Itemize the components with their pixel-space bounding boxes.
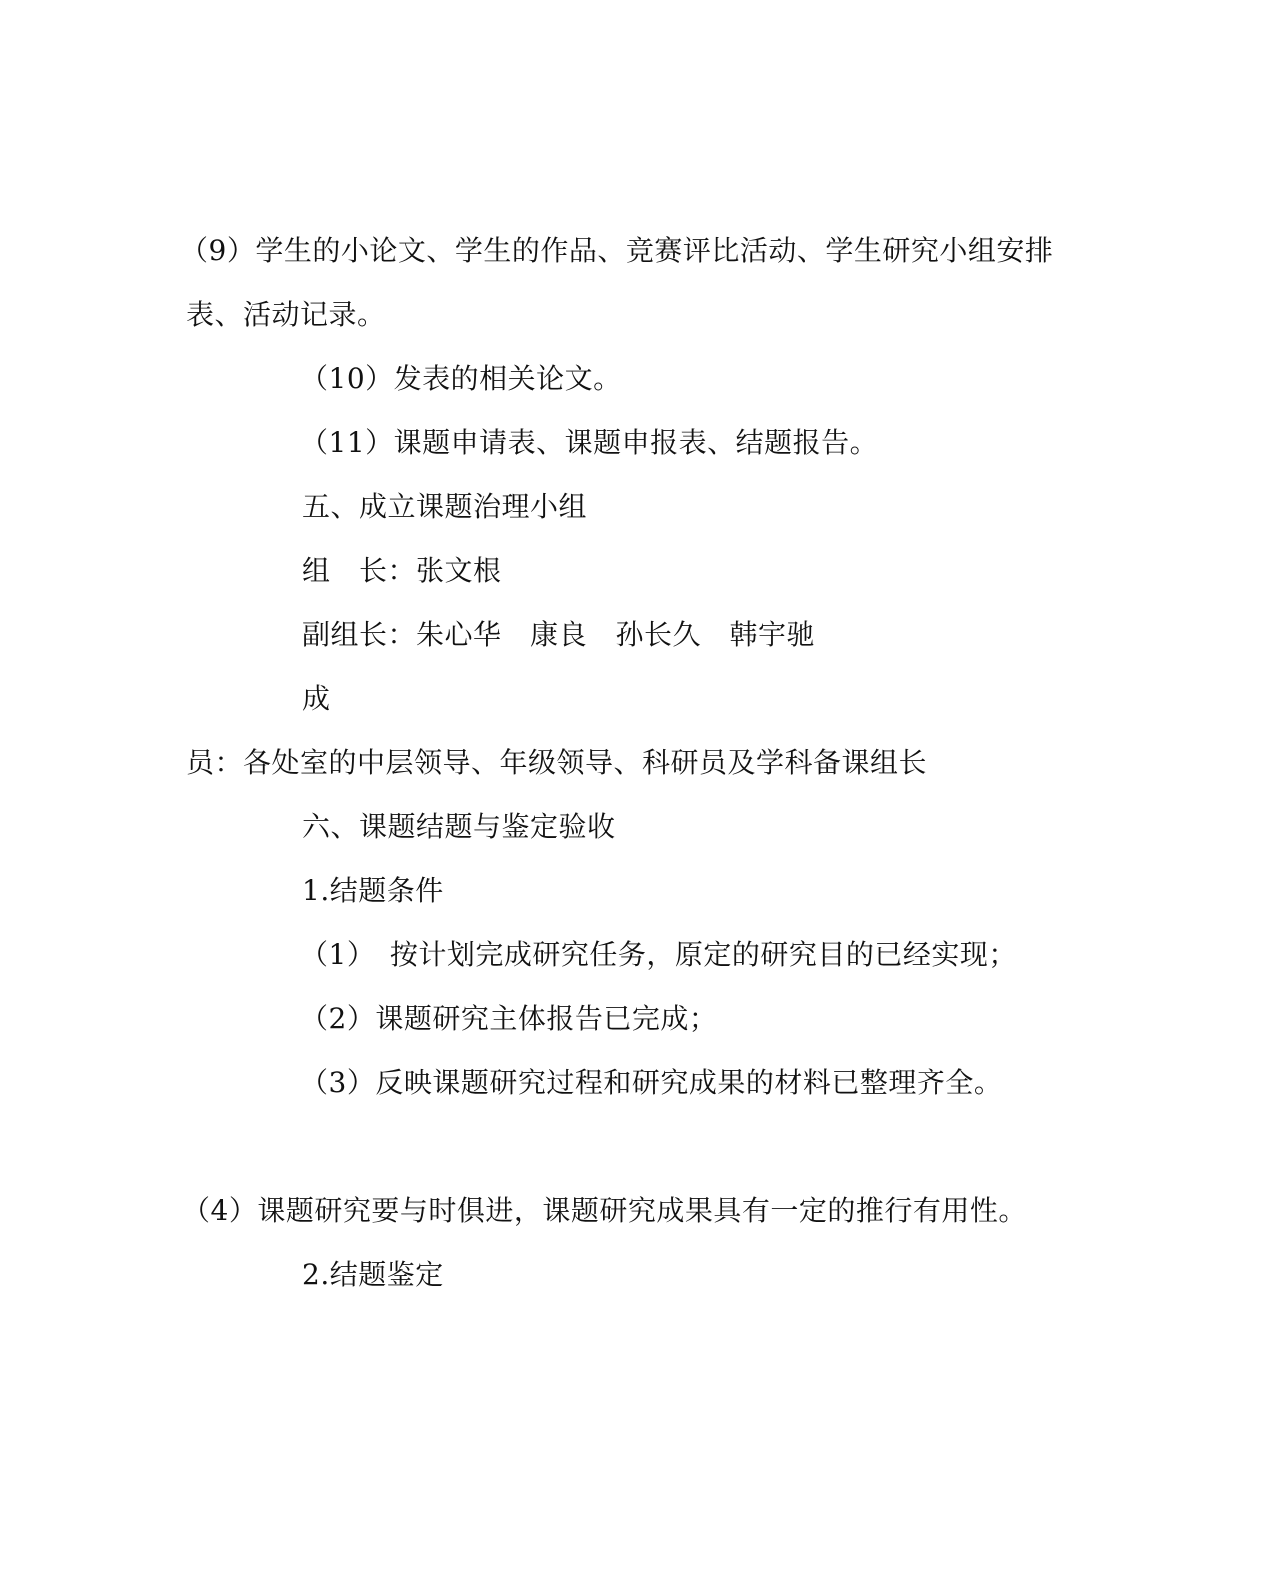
- paragraph-item-9: （9）学生的小论文、学生的作品、竞赛评比活动、学生研究小组安排: [180, 234, 1054, 267]
- subheading-completion-conditions: 1.结题条件: [302, 874, 444, 907]
- members-line: 员：各处室的中层领导、年级领导、科研员及学科备课组长: [186, 746, 928, 779]
- members-label-start: 成: [302, 682, 331, 715]
- condition-item-3: （3）反映课题研究过程和研究成果的材料已整理齐全。: [300, 1066, 1003, 1099]
- paragraph-item-10: （10）发表的相关论文。: [300, 362, 622, 395]
- group-leader-line: 组 长：张文根: [302, 554, 502, 587]
- section-heading-5: 五、成立课题治理小组: [302, 490, 588, 523]
- condition-item-4: （4）课题研究要与时俱进，课题研究成果具有一定的推行有用性。: [182, 1194, 1027, 1227]
- paragraph-item-9-continued: 表、活动记录。: [186, 298, 386, 331]
- condition-item-2: （2）课题研究主体报告已完成；: [300, 1002, 718, 1035]
- subheading-completion-appraisal: 2.结题鉴定: [302, 1258, 444, 1291]
- section-heading-6: 六、课题结题与鉴定验收: [302, 810, 616, 843]
- paragraph-item-11: （11）课题申请表、课题申报表、结题报告。: [300, 426, 879, 459]
- condition-item-1: （1） 按计划完成研究任务，原定的研究目的已经实现；: [300, 938, 1017, 971]
- deputy-leader-line: 副组长：朱心华 康良 孙长久 韩宇驰: [302, 618, 816, 651]
